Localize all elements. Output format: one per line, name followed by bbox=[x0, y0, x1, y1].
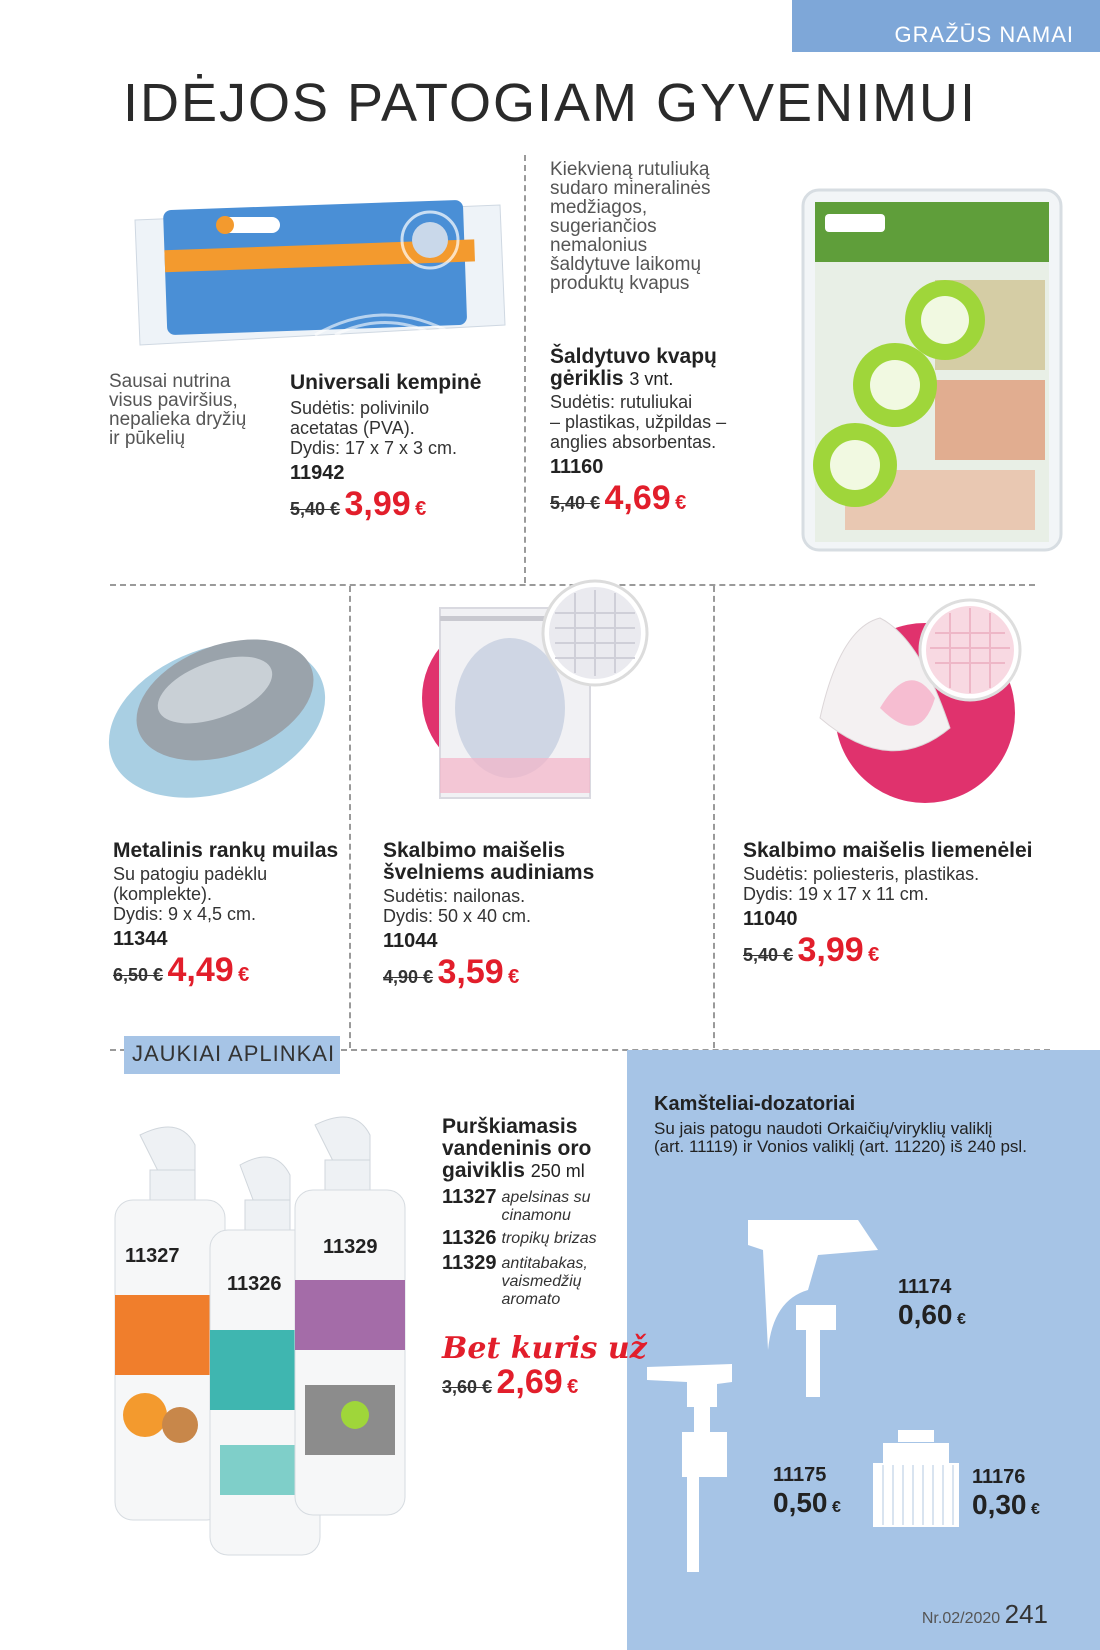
variant-code: 11329 bbox=[442, 1252, 497, 1274]
caps-description-line: Su jais patogu naudoti Orkaičių/viryklių valiklį bbox=[654, 1119, 993, 1138]
product-description bbox=[550, 160, 711, 293]
variant-name-line: cinamonu bbox=[501, 1207, 571, 1224]
product-name: Metalinis rankų muilas bbox=[113, 839, 339, 862]
cap-price-row bbox=[972, 1489, 1040, 1521]
product-code: 11040 bbox=[743, 908, 798, 930]
product-details bbox=[113, 864, 348, 924]
divider bbox=[524, 155, 526, 583]
subsection-tab: JAUKIAI APLINKAI bbox=[124, 1036, 340, 1074]
product-description bbox=[109, 372, 246, 448]
currency: € bbox=[831, 1499, 841, 1516]
product-details bbox=[290, 398, 520, 458]
price-row bbox=[383, 953, 703, 992]
bottle-code-label: 11329 bbox=[323, 1236, 378, 1258]
description-line: šaldytuve laikomų bbox=[550, 254, 702, 275]
product-name-line2: vandeninis oro bbox=[442, 1137, 592, 1160]
variant-name bbox=[502, 1252, 588, 1309]
bottle-code-label: 11327 bbox=[125, 1245, 180, 1267]
product-info-bra-bag bbox=[743, 840, 1083, 970]
description-line: ir pūkelių bbox=[109, 428, 186, 449]
product-name-line3 bbox=[442, 1160, 632, 1182]
product-info-soap bbox=[113, 840, 348, 990]
price-row bbox=[743, 931, 1083, 970]
cap-code: 11176 bbox=[972, 1466, 1026, 1488]
variant-name-line: antitabakas, bbox=[501, 1255, 588, 1272]
product-name: Skalbimo maišelis liemenėlei bbox=[743, 839, 1033, 862]
currency: € bbox=[415, 498, 427, 520]
cap-item bbox=[972, 1466, 1040, 1521]
variant-code: 11326 bbox=[442, 1227, 497, 1249]
variant-code: 11327 bbox=[442, 1186, 497, 1208]
currency: € bbox=[238, 964, 250, 986]
cap-price: 0,50 bbox=[773, 1487, 828, 1518]
description-line: nemalonius bbox=[550, 235, 648, 256]
price-row bbox=[113, 951, 348, 990]
detail-line: Sudėtis: poliesteris, plastikas. bbox=[743, 864, 980, 884]
variant-name-line: tropikų brizas bbox=[501, 1230, 597, 1247]
page-title: IDĖJOS PATOGIAM GYVENIMUI bbox=[122, 73, 978, 133]
cap-price-row bbox=[773, 1487, 841, 1519]
detail-line: Dydis: 19 x 17 x 11 cm. bbox=[743, 884, 929, 904]
any-price-label: Bet kuris už bbox=[442, 1331, 647, 1366]
product-code: 11344 bbox=[113, 928, 168, 950]
bra-bag-image bbox=[770, 598, 1050, 813]
cap-price: 0,60 bbox=[898, 1299, 953, 1330]
variant-list bbox=[442, 1186, 632, 1309]
caps-description-line: (art. 11119) ir Vonios valiklį (art. 11220) iš 240 psl. bbox=[654, 1137, 1027, 1156]
product-name-line2 bbox=[550, 368, 780, 390]
product-info-laundry-bag bbox=[383, 840, 703, 992]
detail-line: Dydis: 9 x 4,5 cm. bbox=[113, 904, 257, 924]
product-code: 11942 bbox=[290, 462, 345, 484]
new-price: 3,99 bbox=[797, 931, 864, 969]
product-name: Skalbimo maišelis bbox=[383, 839, 566, 862]
variant-name-line: apelsinas su bbox=[501, 1189, 591, 1206]
variant-name bbox=[502, 1186, 591, 1225]
description-line: medžiagos, bbox=[550, 197, 648, 218]
detail-line: anglies absorbentas. bbox=[550, 432, 717, 452]
description-line: Sausai nutrina bbox=[109, 371, 231, 392]
currency: € bbox=[508, 966, 520, 988]
old-price: 5,40 € bbox=[743, 945, 794, 965]
currency: € bbox=[567, 1376, 579, 1398]
product-details bbox=[743, 864, 1083, 904]
currency: € bbox=[868, 944, 880, 966]
detail-line: Dydis: 50 x 40 cm. bbox=[383, 906, 532, 926]
page-number: 241 bbox=[1004, 1599, 1048, 1629]
product-details bbox=[550, 392, 780, 452]
fridge-deodorizer-image bbox=[785, 170, 1075, 565]
laundry-bag-image bbox=[410, 578, 710, 808]
description-line: sugeriančios bbox=[550, 216, 657, 237]
price-row bbox=[442, 1363, 578, 1402]
variant-name-line: aromato bbox=[501, 1291, 561, 1308]
detail-line: Dydis: 17 x 7 x 3 cm. bbox=[290, 438, 458, 458]
variant-name-line: vaismedžių bbox=[501, 1273, 582, 1290]
description-line: Kiekvieną rutuliuką bbox=[550, 159, 710, 180]
screw-cap-icon bbox=[868, 1425, 968, 1530]
product-name: Universali kempinė bbox=[290, 371, 482, 394]
detail-line: Su patogiu padėklu bbox=[113, 864, 268, 884]
divider bbox=[349, 586, 351, 1048]
cap-code: 11174 bbox=[898, 1276, 952, 1298]
cap-price-row bbox=[898, 1299, 966, 1331]
product-name: Purškiamasis bbox=[442, 1115, 578, 1138]
product-quantity: 3 vnt. bbox=[629, 369, 674, 389]
product-details bbox=[383, 886, 703, 926]
product-name-line2: švelniems audiniams bbox=[383, 861, 595, 884]
product-info-spray bbox=[442, 1116, 632, 1182]
description-line: produktų kvapus bbox=[550, 273, 690, 294]
new-price: 4,69 bbox=[604, 479, 671, 517]
description-line: visus paviršius, bbox=[109, 390, 238, 411]
caps-description bbox=[654, 1120, 1074, 1156]
product-code: 11044 bbox=[383, 930, 438, 952]
product-name: Šaldytuvo kvapų bbox=[550, 345, 717, 368]
price-row bbox=[290, 485, 520, 524]
variant-item bbox=[442, 1186, 632, 1225]
cap-item bbox=[773, 1464, 841, 1519]
variant-item bbox=[442, 1227, 632, 1250]
cap-price: 0,30 bbox=[972, 1489, 1027, 1520]
product-name-text: gėriklis bbox=[550, 367, 624, 390]
caps-title: Kamšteliai-dozatoriai bbox=[654, 1093, 856, 1115]
cap-code: 11175 bbox=[773, 1464, 827, 1486]
product-info-sponge bbox=[290, 372, 520, 524]
variant-name bbox=[502, 1227, 597, 1250]
new-price: 3,99 bbox=[344, 485, 411, 523]
price-row bbox=[550, 479, 780, 518]
currency: € bbox=[1030, 1501, 1040, 1518]
divider bbox=[713, 586, 715, 1048]
old-price: 6,50 € bbox=[113, 965, 164, 985]
product-name-text: gaiviklis bbox=[442, 1159, 525, 1182]
old-price: 5,40 € bbox=[550, 493, 601, 513]
currency: € bbox=[956, 1311, 966, 1328]
detail-line: Sudėtis: nailonas. bbox=[383, 886, 526, 906]
issue-number: Nr.02/2020 bbox=[921, 1610, 1001, 1627]
air-freshener-bottles-image bbox=[100, 1115, 430, 1560]
detail-line: acetatas (PVA). bbox=[290, 418, 415, 438]
detail-line: (komplekte). bbox=[113, 884, 213, 904]
old-price: 3,60 € bbox=[442, 1377, 493, 1397]
currency: € bbox=[675, 492, 687, 514]
description-line: nepalieka dryžių bbox=[109, 409, 247, 430]
old-price: 4,90 € bbox=[383, 967, 434, 987]
cap-item bbox=[898, 1276, 966, 1331]
old-price: 5,40 € bbox=[290, 499, 341, 519]
metal-soap-image bbox=[95, 600, 340, 800]
variant-item bbox=[442, 1252, 632, 1309]
section-tab: GRAŽŪS NAMAI bbox=[792, 0, 1100, 52]
product-info-fridge bbox=[550, 346, 780, 518]
product-code: 11160 bbox=[550, 456, 604, 478]
bottle-code-label: 11326 bbox=[227, 1273, 282, 1295]
detail-line: – plastikas, užpildas – bbox=[550, 412, 727, 432]
page-footer bbox=[922, 1599, 1048, 1630]
description-line: sudaro mineralinės bbox=[550, 178, 711, 199]
product-quantity: 250 ml bbox=[530, 1161, 585, 1181]
detail-line: Sudėtis: polivinilo bbox=[290, 398, 430, 418]
new-price: 2,69 bbox=[496, 1363, 563, 1401]
detail-line: Sudėtis: rutuliukai bbox=[550, 392, 693, 412]
new-price: 4,49 bbox=[167, 951, 234, 989]
sponge-package-image bbox=[125, 185, 510, 355]
pump-dispenser-icon bbox=[642, 1362, 782, 1577]
new-price: 3,59 bbox=[437, 953, 504, 991]
